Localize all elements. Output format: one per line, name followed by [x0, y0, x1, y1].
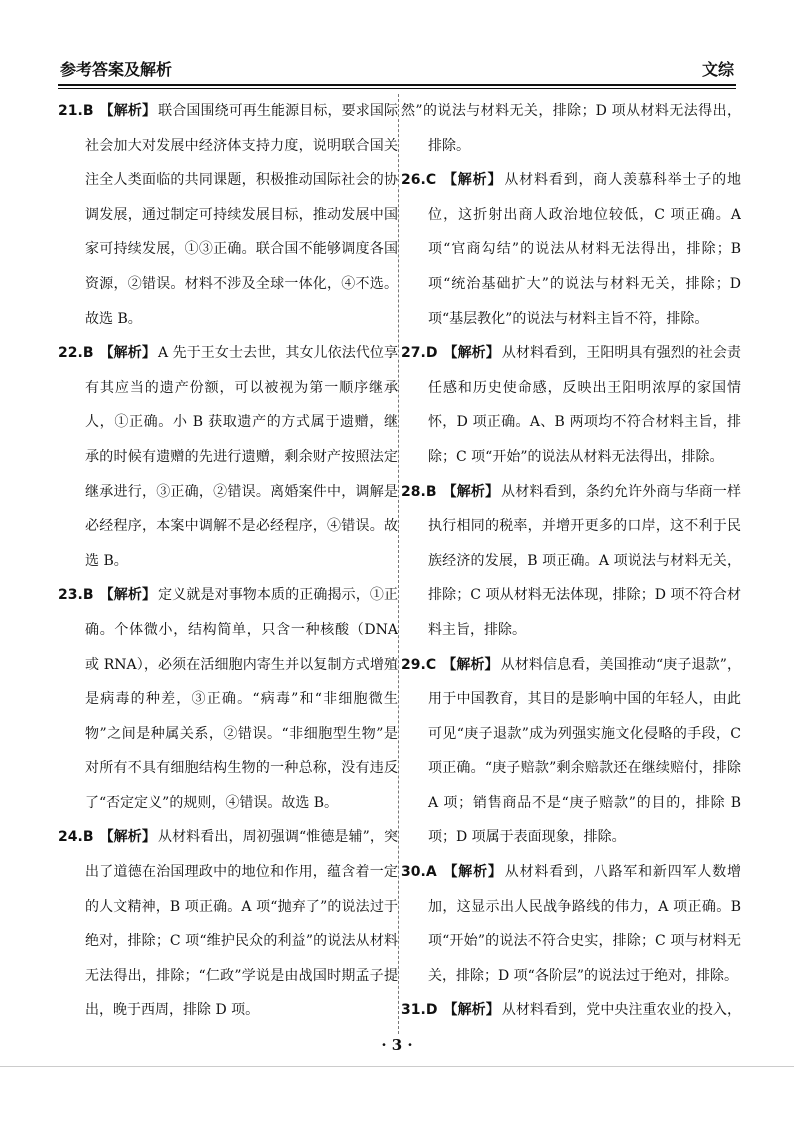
answer-item-23 — [58, 578, 398, 820]
item-number: 28. — [401, 483, 426, 500]
item-answer: B — [82, 103, 94, 119]
item-answer: C — [425, 172, 437, 189]
analysis-tag: 【解析】 — [99, 829, 156, 846]
item-answer: D — [425, 1002, 438, 1019]
column-divider — [398, 94, 399, 1034]
item-answer: B — [82, 587, 94, 604]
item-number: 22. — [58, 345, 83, 362]
answer-item-30 — [401, 855, 741, 993]
answer-item-29 — [401, 648, 741, 856]
analysis-tag: 【解析】 — [99, 345, 156, 362]
item-text: 从材料信息看，美国推动“庚子退款”，用于中国教育，其目的是影响中国的年轻人，由此可见“庚子退款”成为列强实施文化侵略的手段，C 项正确。“庚子赔款”剩余赔款还在继续赔付，排除 A 项；销售商品不是“庚子赔款”的目的，排除 B 项；D 项属于表面现象，排除。 — [428, 656, 741, 846]
item-text: 联合国围绕可再生能源目标，要求国际社会加大对发展中经济体支持力度，说明联合国关注全人类面临的共同课题，积极推动国际社会的协调发展，通过制定可持续发展目标，推动发展中国家可持续发展，①③正确。联合国不能够调度各国资源，②错误。材料不涉及全球一体化，④不选。故选 B。 — [85, 103, 398, 327]
analysis-tag: 【解析】 — [99, 587, 157, 604]
item-text: A 先于王女士去世，其女儿依法代位享有其应当的遗产份额，可以被视为第一顺序继承人，①正确。小 B 获取遗产的方式属于遗赠，继承的时候有遗赠的先进行遗赠，剩余财产按照法定继承进行，③正确，②错误。离婚案件中，调解是必经程序，本案中调解不是必经程序，④错误。故选 B。 — [85, 345, 398, 569]
analysis-tag: 【解析】 — [442, 483, 500, 500]
item-text: 从材料看到，八路军和新四军人数增加，这显示出人民战争路线的伟力，A 项正确。B 项“开始”的说法不符合史实，排除；C 项与材料无关，排除；D 项“各阶层”的说法过于绝对，排除。 — [428, 864, 741, 984]
right-column — [401, 94, 741, 1034]
analysis-tag: 【解析】 — [443, 345, 500, 362]
item-text: 从材料看到，商人羡慕科举士子的地位，这折射出商人政治地位较低，C 项正确。A 项“官商勾结”的说法从材料无法得出，排除；B 项“统治基础扩大”的说法与材料无关，排除；D 项“基层教化”的说法与材料主旨不符，排除。 — [428, 172, 741, 327]
footer-rule — [0, 1066, 794, 1067]
item-answer: A — [425, 864, 437, 881]
item-number: 31. — [401, 1002, 426, 1019]
header-left-title: 参考答案及解析 — [60, 60, 173, 79]
item-text: 然”的说法与材料无关，排除；D 项从材料无法得出，排除。 — [401, 103, 741, 154]
item-answer: C — [425, 656, 437, 673]
item-text: 定义就是对事物本质的正确揭示，①正确。个体微小，结构简单，只含一种核酸（DNA 或 RNA），必须在活细胞内寄生并以复制方式增殖是病毒的种差，③正确。“病毒”和“非细胞微生物”之间是种属关系，②错误。“非细胞型生物”是对所有不具有细胞结构生物的一种总称，没有违反了“否定定义”的规则，④错误。故选 B。 — [85, 587, 398, 811]
item-number: 21. — [58, 103, 83, 119]
item-number: 26. — [401, 172, 426, 189]
left-column — [58, 94, 398, 1034]
item-number: 27. — [401, 345, 426, 362]
item-answer: B — [82, 829, 94, 846]
item-number: 30. — [401, 864, 426, 881]
item-answer: B — [425, 483, 437, 500]
item-text: 从材料看到，王阳明具有强烈的社会责任感和历史使命感，反映出王阳明浓厚的家国情怀，D 项正确。A、B 两项均不符合材料主旨，排除；C 项“开始”的说法从材料无法得出，排除。 — [428, 345, 741, 465]
answer-item-27 — [401, 336, 741, 474]
analysis-tag: 【解析】 — [442, 172, 503, 189]
item-text: 从材料看到，条约允许外商与华商一样执行相同的税率，并增开更多的口岸，这不利于民族经济的发展，B 项正确。A 项说法与材料无关，排除；C 项从材料无法体现，排除；D 项不符合材料主旨，排除。 — [428, 483, 741, 638]
item-number: 24. — [58, 829, 83, 846]
analysis-tag: 【解析】 — [442, 656, 499, 673]
header-rule-thin — [58, 88, 736, 89]
analysis-tag: 【解析】 — [443, 1002, 500, 1019]
answer-item-22 — [58, 336, 398, 578]
item-number: 23. — [58, 587, 83, 604]
page-number: · 3 · — [381, 1036, 413, 1054]
analysis-tag: 【解析】 — [442, 864, 503, 881]
answer-item-26 — [401, 163, 741, 336]
answer-item-25-continued — [401, 94, 741, 163]
answer-item-21 — [58, 94, 398, 336]
item-text: 从材料看出，周初强调“惟德是辅”，突出了道德在治国理政中的地位和作用，蕴含着一定的人文精神，B 项正确。A 项“抛弃了”的说法过于绝对，排除；C 项“维护民众的利益”的说法从材料无法得出，排除；“仁政”学说是由战国时期孟子提出，晚于西周，排除 D 项。 — [85, 829, 398, 1019]
answer-item-24 — [58, 820, 398, 1028]
item-number: 29. — [401, 656, 426, 673]
answer-item-31 — [401, 993, 741, 1034]
answer-item-25 — [58, 1028, 398, 1034]
answer-item-28 — [401, 475, 741, 648]
item-answer: D — [425, 345, 438, 362]
header-rule — [58, 84, 736, 86]
header-subject: 文综 — [701, 60, 734, 79]
page-header — [60, 48, 734, 80]
item-answer: B — [82, 345, 94, 362]
analysis-tag: 【解析】 — [99, 103, 157, 119]
item-text: 从材料看到，党中央注重农业的投入， — [501, 1002, 741, 1019]
